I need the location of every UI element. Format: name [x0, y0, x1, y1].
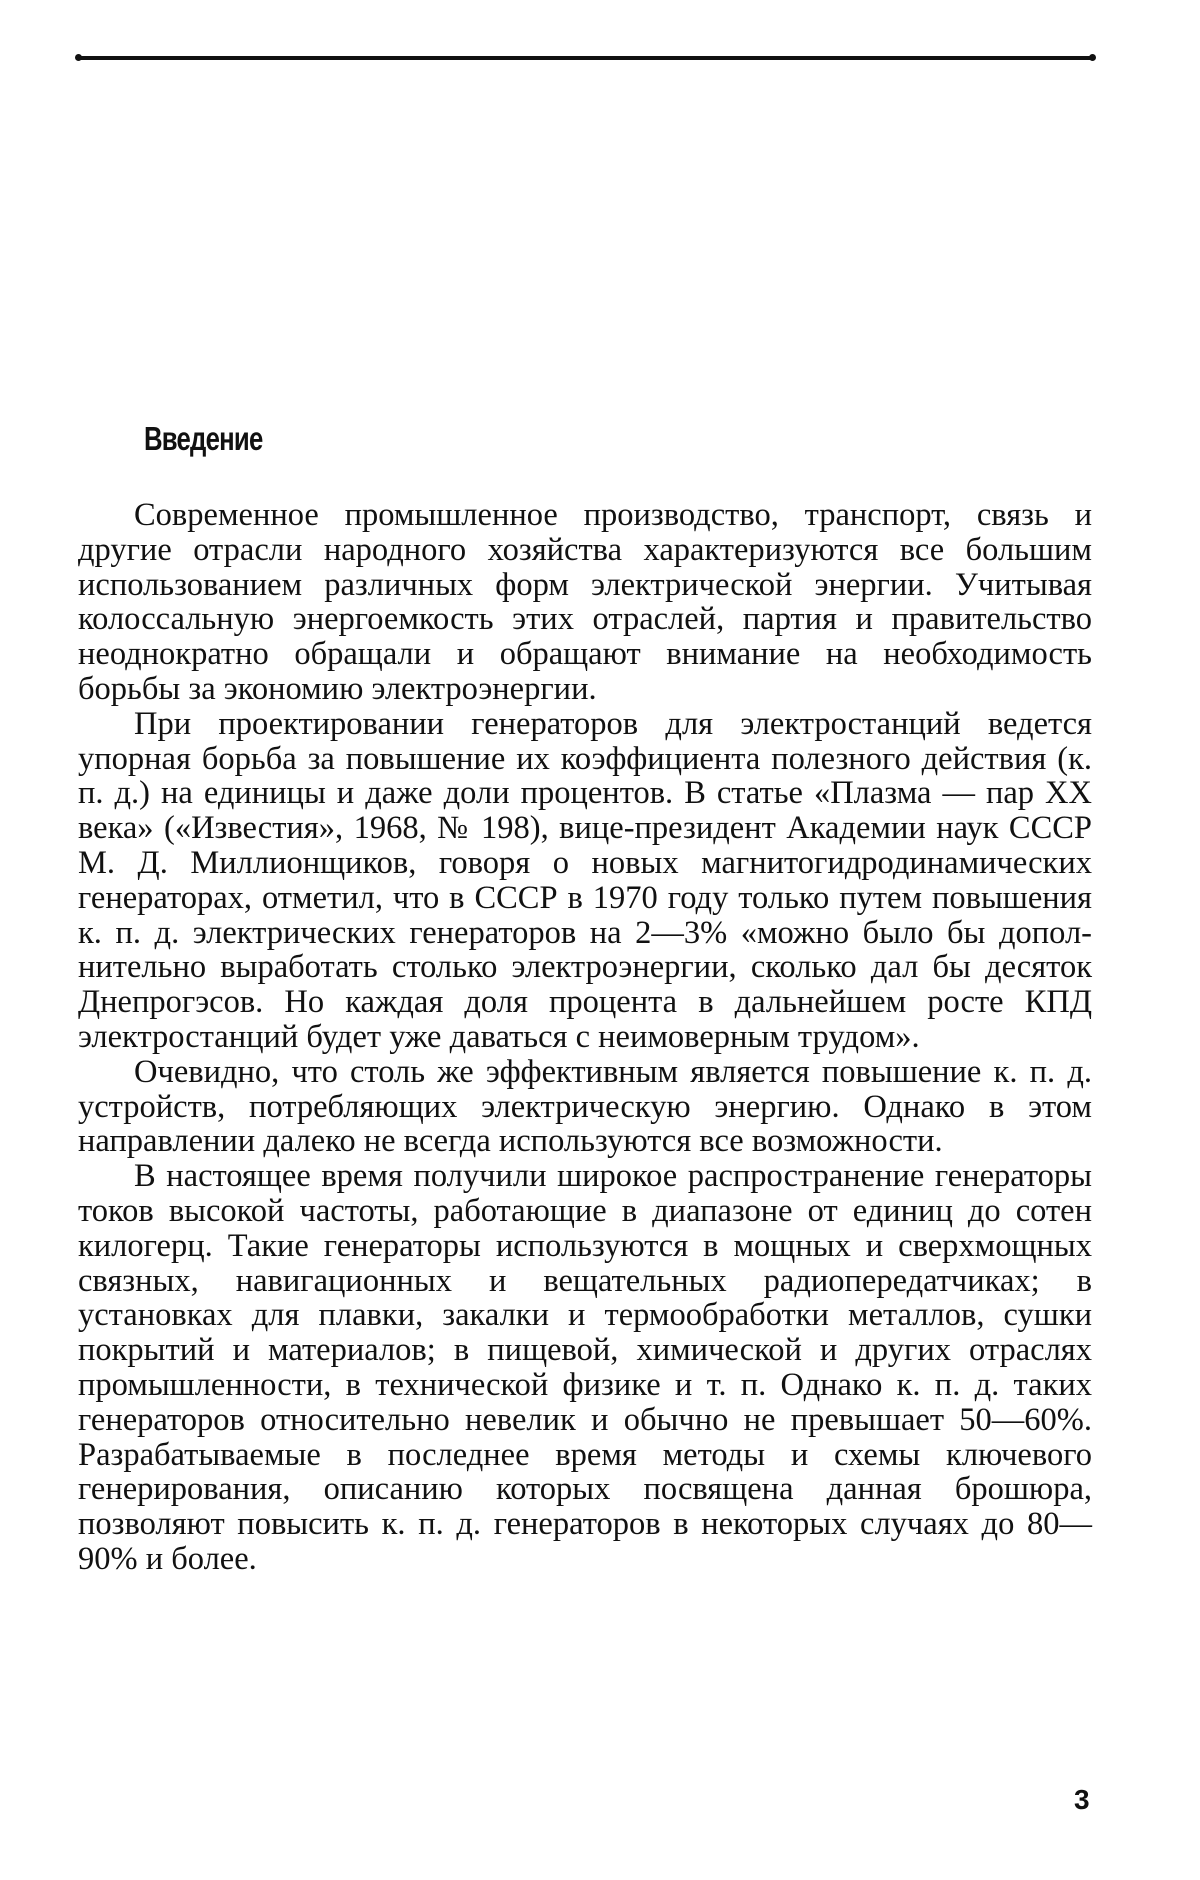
paragraph: Современное промышленное производство, транспорт, связь и другие отрасли народного хозяйства характеризуются все большим использованием различных форм электрической энергии. Учитывая колоссальную энергоемкость этих отраслей, партия и правительство неоднократно обращали и обращают внимание на необходимость борьбы за экономию электроэнергии. [78, 497, 1092, 707]
chapter-title: Введение [144, 420, 263, 457]
paragraph: При проектировании генераторов для электростанций ведется упорная борьба за повышение их коэффициента полезного действия (к. п. д.) на единицы и даже доли процентов. В статье «Плазма — пар XX века» («Известия», 1968, № 198), вице-президент Академии наук СССР М. Д. Миллионщиков, говоря о новых магнитогидродинамических генераторах, отметил, что в СССР в 1970 году только путем повышения к. п. д. электрических генераторов на 2—3% «можно было бы дополнительно выработать столько электроэнергии, сколько дал бы десяток Днепрогэсов. Но каждая доля процента в дальнейшем росте КПД электростанций будет уже даваться с неимоверным трудом». [78, 705, 1092, 1055]
paragraph: Очевидно, что столь же эффективным является повышение к. п. д. устройств, потребляющих электрическую энергию. Однако в этом направлении далеко не всегда используются все возможности. [78, 1053, 1092, 1160]
page-number: 3 [1074, 1784, 1090, 1815]
paragraph: В настоящее время получили широкое распространение генераторы токов высокой частоты, работающие в диапазоне от единиц до сотен килогерц. Такие генераторы используются в мощных и сверхмощных связных, навигационных и вещательных радиопередатчиках; в установках для плавки, закалки и термообработки металлов, сушки покрытий и материалов; в пищевой, химической и других отраслях промышленности, в технической физике и т. п. Однако к. п. д. таких генераторов относительно невелик и обычно не превышает 50—60%. Разрабатываемые в последнее время методы и схемы ключевого генерирования, описанию которых посвящена данная брошюра, позволяют повысить к. п. д. генераторов в некоторых случаях до 80—90% и более. [78, 1158, 1092, 1577]
top-rule [78, 56, 1093, 60]
body-text [78, 498, 1092, 1577]
